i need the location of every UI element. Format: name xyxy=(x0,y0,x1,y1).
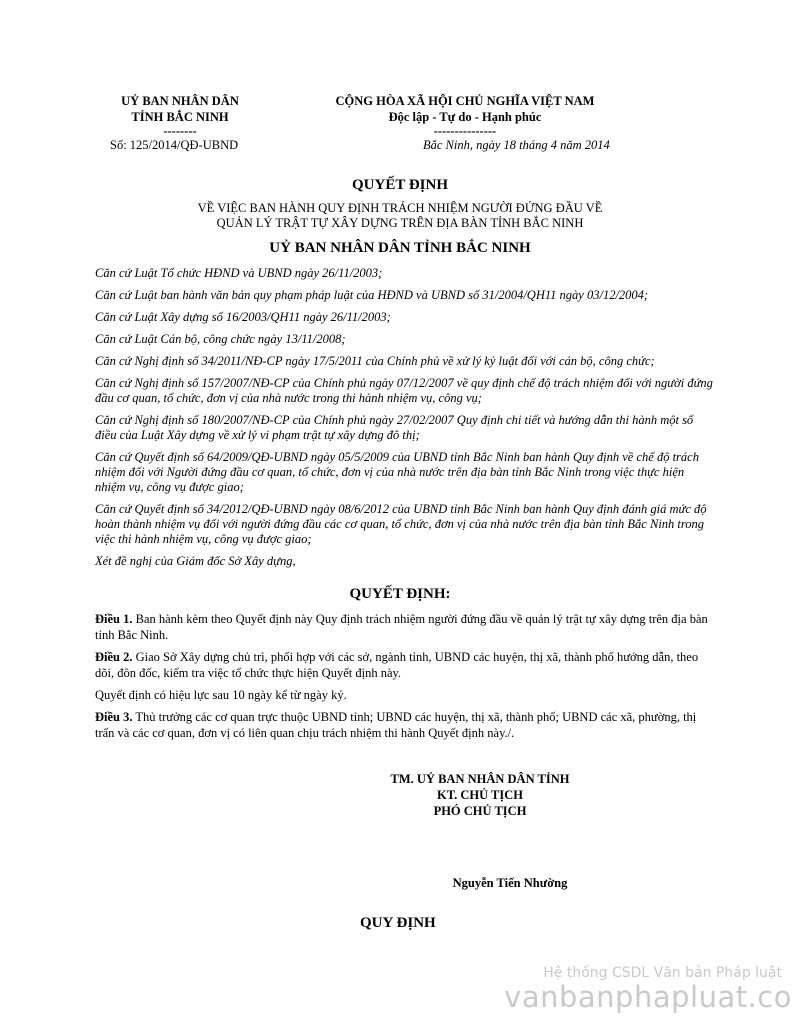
legal-basis-item: Căn cứ Luật Xây dựng số 16/2003/QH11 ngày 26/11/2003; xyxy=(95,310,391,324)
article-text: Thủ trưởng các cơ quan trực thuộc UBND tỉnh; UBND các huyện, thị xã, thành phố; UBND các xã, phường, thị trấn và các cơ quan, đơn vị có liên quan chịu trách nhiệm thi hành Quyết định này./. xyxy=(95,710,697,740)
article-label: Điều 1. xyxy=(95,612,133,626)
signature-line3: PHÓ CHỦ TỊCH xyxy=(433,804,527,818)
watermark-line1: Hệ thống CSDL Văn bản Pháp luật xyxy=(543,965,782,981)
article-text: Ban hành kèm theo Quyết định này Quy định trách nhiệm người đứng đầu về quản lý trật tự xây dựng trên địa bàn tỉnh Bắc Ninh. xyxy=(95,612,708,642)
article-text: Quyết định có hiệu lực sau 10 ngày kể từ ngày ký. xyxy=(95,688,347,702)
motto: Độc lập - Tự do - Hạnh phúc xyxy=(388,110,542,124)
article-label: Điều 3. xyxy=(95,710,133,724)
article-paragraph xyxy=(95,649,715,681)
legal-basis-item: Căn cứ Quyết định số 34/2012/QĐ-UBND ngày 08/6/2012 của UBND tỉnh Bắc Ninh ban hành Quy định đánh giá mức độ hoàn thành nhiệm vụ đối với người đứng đầu các cơ quan, tổ chức, đơn vị của nhà nước trên địa bàn tỉnh Bắc Ninh trong việc thi hành nhiệm vụ, công vụ được giao; xyxy=(95,502,707,546)
document-subtitle: VỀ VIỆC BAN HÀNH QUY ĐỊNH TRÁCH NHIỆM NGƯỜI ĐỨNG ĐẦU VỀ QUẢN LÝ TRẬT TỰ XÂY DỰNG TRÊN ĐỊA BÀN TỈNH BẮC NINH xyxy=(197,201,603,230)
issuer-heading: UỶ BAN NHÂN DÂN TỈNH BẮC NINH xyxy=(269,240,531,256)
legal-basis-item: Căn cứ Nghị định số 180/2007/NĐ-CP của Chính phủ ngày 27/02/2007 Quy định chi tiết và hướng dẫn thi hành một số điều của Luật Xây dựng về xử lý vi phạm trật tự xây dựng đô thị; xyxy=(95,413,694,442)
legal-basis-item: Căn cứ Nghị định số 34/2011/NĐ-CP ngày 17/5/2011 của Chính phủ về xử lý kỷ luật đối với cán bộ, công chức; xyxy=(95,354,655,368)
legal-bases-list xyxy=(95,266,715,576)
legal-basis-item: Căn cứ Quyết định số 64/2009/QĐ-UBND ngày 05/5/2009 của UBND tỉnh Bắc Ninh ban hành Quy định về chế độ trách nhiệm đối với Người đứng đầu cơ quan, tổ chức, đơn vị của nhà nước trên địa bàn tỉnh Bắc Ninh trong việc thực hiện nhiệm vụ, công vụ được giao; xyxy=(95,450,699,494)
watermark-site: vanbanphapluat.co xyxy=(504,980,792,1014)
motto-divider: --------------- xyxy=(433,124,497,138)
agency-name-line1: UỶ BAN NHÂN DÂN xyxy=(121,94,239,108)
legal-basis-item: Căn cứ Luật Cán bộ, công chức ngày 13/11/2008; xyxy=(95,332,346,346)
document-title: QUYẾT ĐỊNH xyxy=(352,177,448,193)
signature-line1: TM. UỶ BAN NHÂN DÂN TỈNH xyxy=(390,772,570,786)
article-paragraph xyxy=(95,611,715,643)
signature-line2: KT. CHỦ TỊCH xyxy=(436,788,523,802)
article-text: Giao Sở Xây dựng chủ trì, phối hợp với các sở, ngành tỉnh, UBND các huyện, thị xã, thành phố hướng dẫn, theo dõi, đôn đốc, kiểm tra việc tổ chức thực hiện Quyết định này. xyxy=(95,650,699,680)
articles-list xyxy=(95,611,715,747)
legal-basis-item: Căn cứ Luật Tổ chức HĐND và UBND ngày 26/11/2003; xyxy=(95,266,383,280)
legal-basis-item: Xét đề nghị của Giám đốc Sở Xây dựng, xyxy=(95,554,296,568)
national-motto-block xyxy=(300,93,630,137)
document-number: Số: 125/2014/QĐ-UBND xyxy=(110,138,239,152)
legal-basis-item: Căn cứ Luật ban hành văn bản quy phạm pháp luật của HĐND và UBND số 31/2004/QH11 ngày 03/12/2004; xyxy=(95,288,649,302)
signer-name: Nguyễn Tiến Nhường xyxy=(452,876,568,890)
article-label: Điều 2. xyxy=(95,650,133,664)
agency-name-line2: TỈNH BẮC NINH xyxy=(131,110,229,124)
regulation-heading: QUY ĐỊNH xyxy=(360,915,436,931)
article-paragraph xyxy=(95,687,715,703)
legal-basis-item: Căn cứ Nghị định số 157/2007/NĐ-CP của Chính phủ ngày 07/12/2007 về quy định chế độ trách nhiệm đối với người đứng đầu cơ quan, tổ chức, đơn vị của nhà nước trong thi hành nhiệm vụ, công vụ; xyxy=(95,376,713,405)
article-paragraph xyxy=(95,709,715,741)
issuing-agency-block xyxy=(100,93,260,137)
agency-divider: -------- xyxy=(163,124,197,138)
document-date: Bắc Ninh, ngày 18 tháng 4 năm 2014 xyxy=(423,138,610,152)
signature-block xyxy=(380,771,580,819)
decision-heading: QUYẾT ĐỊNH: xyxy=(349,586,451,602)
country-name: CỘNG HÒA XÃ HỘI CHỦ NGHĨA VIỆT NAM xyxy=(335,94,595,108)
